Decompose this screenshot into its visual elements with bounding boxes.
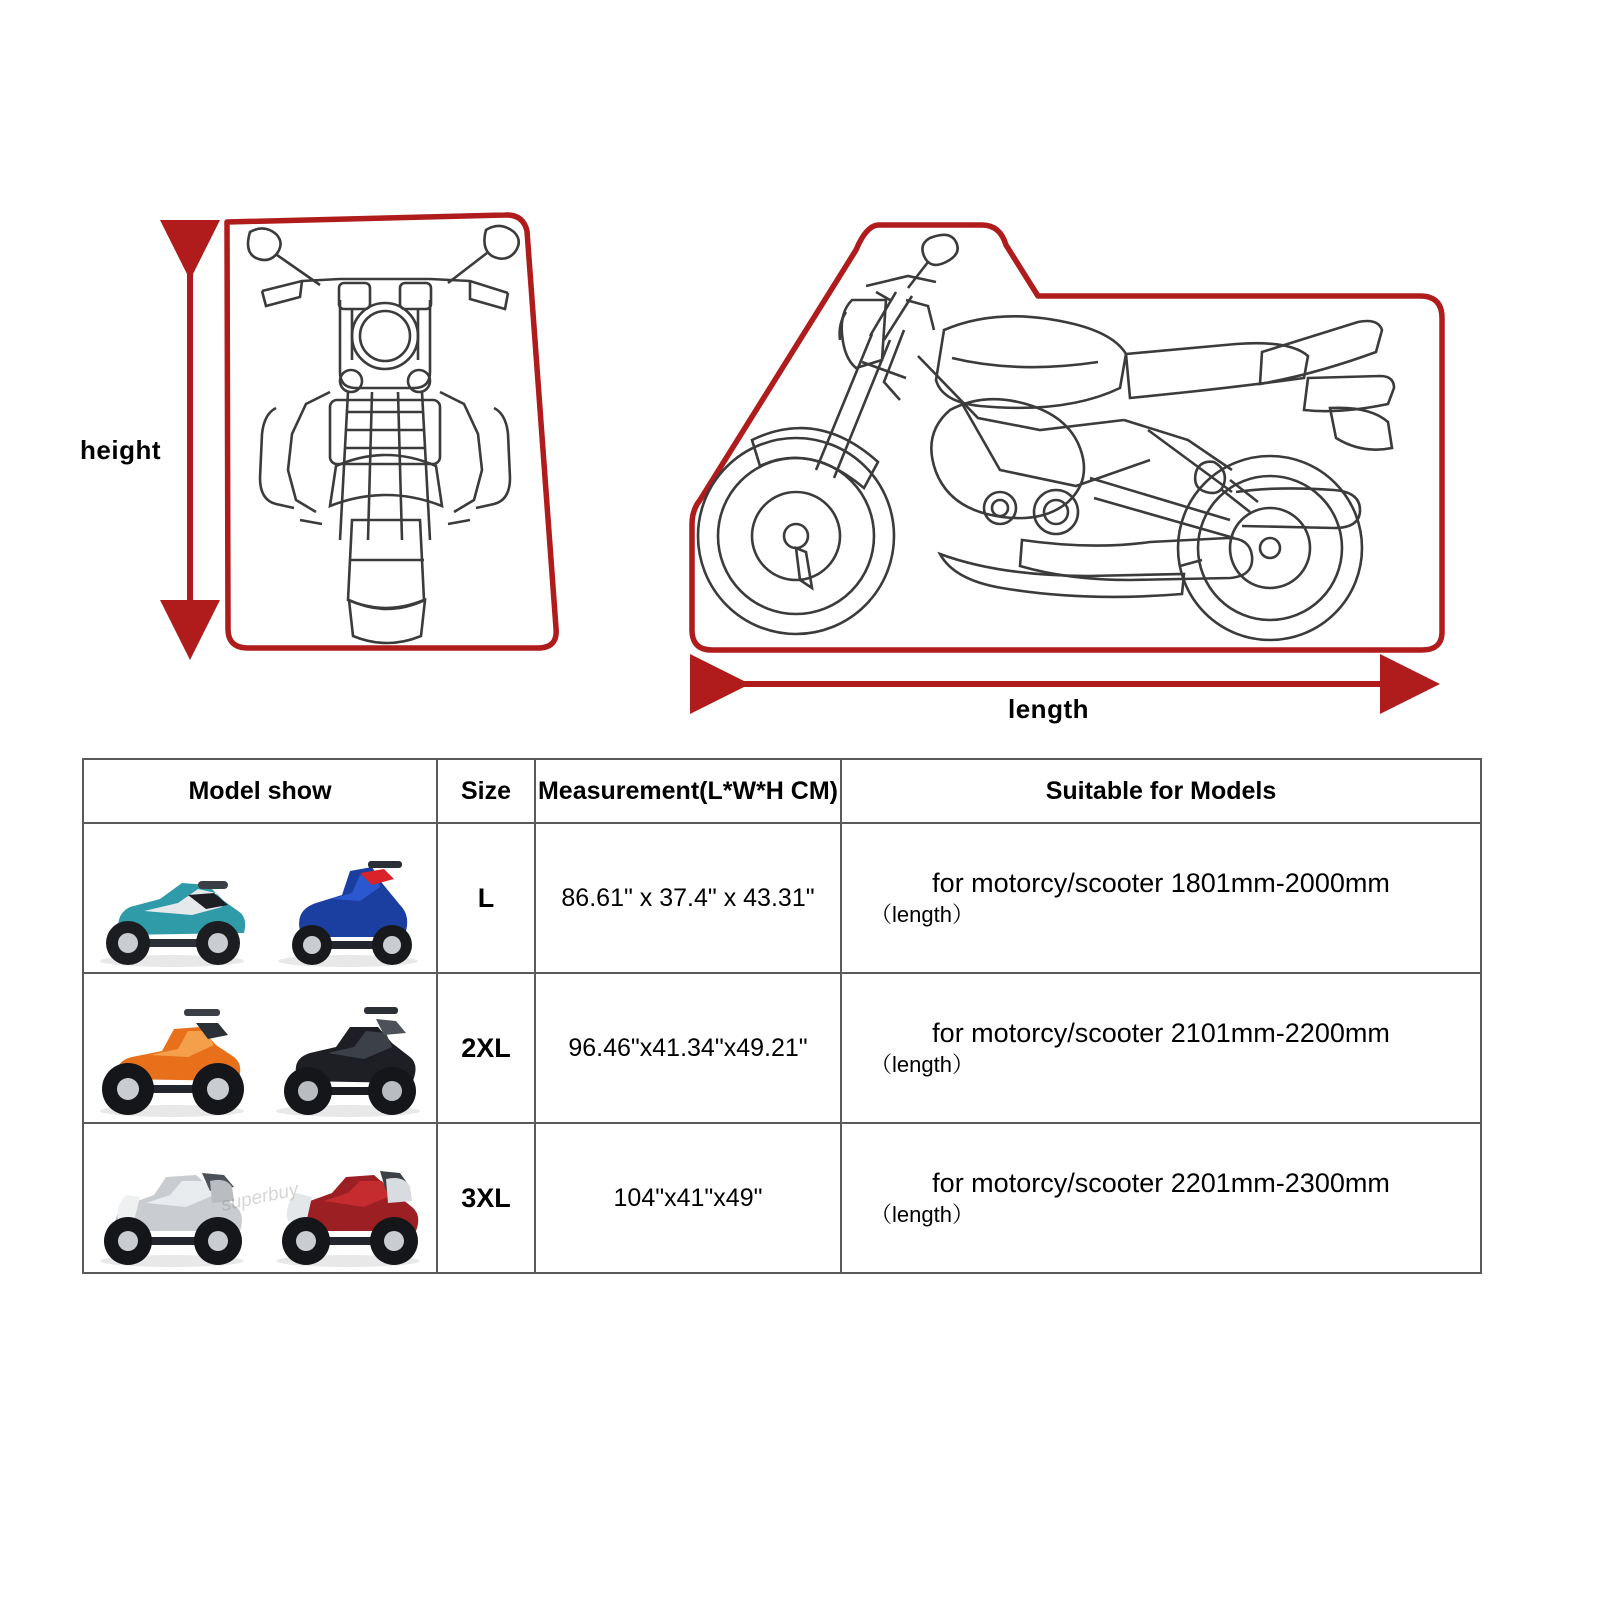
height-label: height <box>80 435 161 465</box>
table-row <box>83 973 1481 1123</box>
suitable-value <box>841 973 1481 1123</box>
model-images-cell-2xl <box>83 973 437 1123</box>
header-size: Size <box>437 759 535 823</box>
motorcycle-front-view <box>248 226 519 643</box>
diagram-svg <box>0 0 1600 760</box>
size-value: 3XL <box>437 1123 535 1273</box>
bike-thumb-tourer-silver <box>92 1151 252 1271</box>
model-images-cell-l <box>83 823 437 973</box>
bike-thumb-moped-teal <box>92 851 252 971</box>
table-row <box>83 823 1481 973</box>
suitable-main: for motorcy/scooter 1801mm-2000mm <box>932 868 1390 899</box>
bike-thumb-scooter-blue <box>268 851 428 971</box>
cover-dimension-diagram <box>0 0 1600 760</box>
model-images-cell-3xl <box>83 1123 437 1273</box>
suitable-sub: （length） <box>870 1202 974 1228</box>
size-value: 2XL <box>437 973 535 1123</box>
length-label: length <box>1008 694 1089 724</box>
header-model-show: Model show <box>83 759 437 823</box>
header-suitable: Suitable for Models <box>841 759 1481 823</box>
table-header-row <box>83 759 1481 823</box>
size-chart-table <box>82 758 1482 1274</box>
measurement-value: 86.61" x 37.4" x 43.31" <box>535 823 841 973</box>
suitable-main: for motorcy/scooter 2101mm-2200mm <box>932 1018 1390 1049</box>
suitable-sub: （length） <box>870 902 974 928</box>
bike-thumb-tourer-red <box>268 1151 428 1271</box>
suitable-main: for motorcy/scooter 2201mm-2300mm <box>932 1168 1390 1199</box>
suitable-value <box>841 1123 1481 1273</box>
table-row <box>83 1123 1481 1273</box>
measurement-value: 96.46"x41.34"x49.21" <box>535 973 841 1123</box>
suitable-sub: （length） <box>870 1052 974 1078</box>
suitable-value <box>841 823 1481 973</box>
bike-thumb-naked-black <box>268 1001 428 1121</box>
measurement-value: 104"x41"x49" <box>535 1123 841 1273</box>
size-value: L <box>437 823 535 973</box>
watermark-text: superbuy <box>219 1179 301 1216</box>
header-measurement: Measurement(L*W*H CM) <box>535 759 841 823</box>
bike-thumb-dirtbike-orange <box>92 1001 252 1121</box>
